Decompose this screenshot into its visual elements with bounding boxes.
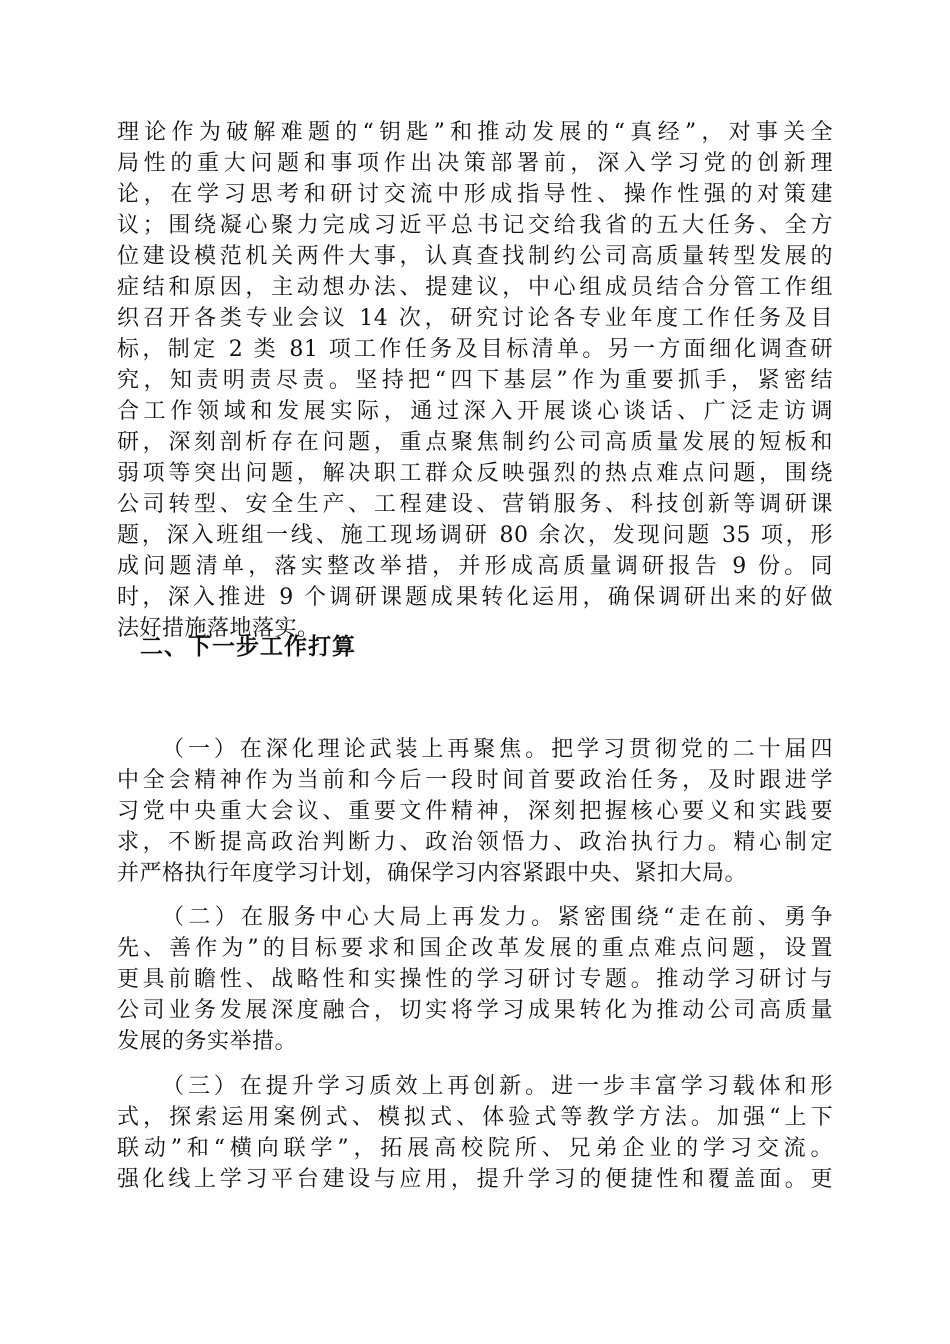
text-line: 论，在学习思考和研讨交流中形成指导性、操作性强的对策建 bbox=[117, 182, 833, 207]
text-line: 究，知责明责尽责。坚持把“四下基层”作为重要抓手，紧密结 bbox=[117, 368, 833, 393]
text-line: 求，不断提高政治判断力、政治领悟力、政治执行力。精心制定 bbox=[117, 830, 833, 855]
text-line: 公司业务发展深度融合，切实将学习成果转化为推动公司高质量 bbox=[117, 998, 833, 1023]
text-line: 位建设模范机关两件大事，认真查找制约公司高质量转型发展的 bbox=[117, 244, 833, 269]
text-line: 织召开各类专业会议 14 次，研究讨论各专业年度工作任务及目 bbox=[117, 306, 833, 331]
paragraph-item-2 bbox=[117, 902, 833, 1057]
text-line: 中全会精神作为当前和今后一段时间首要政治任务，及时跟进学 bbox=[117, 768, 833, 793]
paragraph-research bbox=[117, 117, 833, 644]
text-line: 症结和原因，主动想办法、提建议，中心组成员结合分管工作组 bbox=[117, 275, 833, 300]
text-line: 局性的重大问题和事项作出决策部署前，深入学习党的创新理 bbox=[117, 151, 833, 176]
text-line: （一）在深化理论武装上再聚焦。把学习贯彻党的二十届四 bbox=[162, 737, 833, 762]
text-line: 弱项等突出问题，解决职工群众反映强烈的热点难点问题，围绕 bbox=[117, 461, 833, 486]
text-line: 联动”和“横向联学”，拓展高校院所、兄弟企业的学习交流。 bbox=[117, 1136, 833, 1161]
text-line: 成问题清单，落实整改举措，并形成高质量调研报告 9 份。同 bbox=[117, 554, 833, 579]
text-line: 议；围绕凝心聚力完成习近平总书记交给我省的五大任务、全方 bbox=[117, 213, 833, 238]
text-line: 研，深刻剖析存在问题，重点聚焦制约公司高质量发展的短板和 bbox=[117, 430, 833, 455]
text-line: 强化线上学习平台建设与应用，提升学习的便捷性和覆盖面。更 bbox=[117, 1167, 833, 1192]
text-line: 法好措施落地落实。 bbox=[117, 616, 320, 641]
text-line: 公司转型、安全生产、工程建设、营销服务、科技创新等调研课 bbox=[117, 492, 833, 517]
paragraph-item-3 bbox=[117, 1071, 833, 1195]
text-line: 标，制定 2 类 81 项工作任务及目标清单。另一方面细化调查研 bbox=[117, 337, 833, 362]
section-heading: 二、下一步工作打算 bbox=[140, 634, 356, 660]
text-line: 发展的务实举措。 bbox=[117, 1029, 298, 1054]
text-line: （三）在提升学习质效上再创新。进一步丰富学习载体和形 bbox=[162, 1074, 833, 1099]
paragraph-item-1 bbox=[117, 734, 833, 889]
text-line: 理论作为破解难题的“钥匙”和推动发展的“真经”，对事关全 bbox=[117, 120, 833, 145]
text-line: 先、善作为”的目标要求和国企改革发展的重点难点问题，设置 bbox=[117, 936, 833, 961]
text-line: 并严格执行年度学习计划，确保学习内容紧跟中央、紧扣大局。 bbox=[117, 861, 748, 886]
text-line: （二）在服务中心大局上再发力。紧密围绕“走在前、勇争 bbox=[162, 905, 833, 930]
text-line: 式，探索运用案例式、模拟式、体验式等教学方法。加强“上下 bbox=[117, 1105, 833, 1130]
text-line: 合工作领域和发展实际，通过深入开展谈心谈话、广泛走访调 bbox=[117, 399, 833, 424]
text-line: 题，深入班组一线、施工现场调研 80 余次，发现问题 35 项，形 bbox=[117, 523, 833, 548]
text-line: 时，深入推进 9 个调研课题成果转化运用，确保调研出来的好做 bbox=[117, 585, 833, 610]
text-line: 习党中央重大会议、重要文件精神，深刻把握核心要义和实践要 bbox=[117, 799, 833, 824]
text-line: 更具前瞻性、战略性和实操性的学习研讨专题。推动学习研讨与 bbox=[117, 967, 833, 992]
